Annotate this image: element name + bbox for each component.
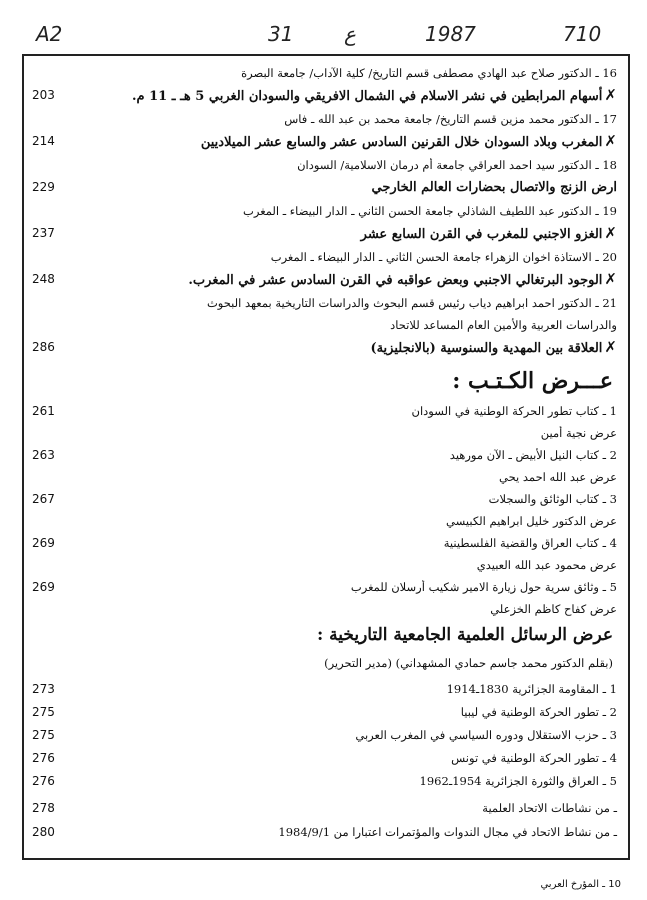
toc-page-number: 275 xyxy=(32,705,55,719)
toc-row xyxy=(28,678,623,700)
toc-row xyxy=(28,246,623,268)
handwritten-note-letter: ع xyxy=(344,22,356,46)
check-mark-icon: ✗ xyxy=(604,86,617,104)
toc-entry-text: 2 ـ كتاب النيل الأبيض ـ الآن مورهيد xyxy=(449,448,617,462)
toc-entry-text: 17 ـ الدكتور محمد مزين قسم التاريخ/ جامعة محمد بن عبد الله ـ فاس xyxy=(284,112,617,126)
toc-page-number: 286 xyxy=(32,340,55,354)
handwritten-note-year: 1987 xyxy=(425,22,476,46)
toc-page-number: 280 xyxy=(32,825,55,839)
check-mark-icon: ✗ xyxy=(604,338,617,356)
theses-section-subtitle: (بقلم الدكتور محمد جاسم حمادي المشهداني) (مدير التحرير) xyxy=(324,656,613,670)
toc-entry-text: عرض نجية أمين xyxy=(540,426,617,440)
theses-section-title: عرض الرسائل العلمية الجامعية التاريخية : xyxy=(316,625,613,645)
toc-row xyxy=(28,770,623,792)
toc-page-number: 276 xyxy=(32,774,55,788)
toc-page-number: 273 xyxy=(32,682,55,696)
toc-entry-text: 1 ـ المقاومة الجزائرية 1830ـ1914 xyxy=(446,682,617,696)
toc-entry-text: ـ من نشاط الاتحاد في مجال الندوات والمؤتمرات اعتبارا من 1984/9/1 xyxy=(278,825,617,839)
toc-row xyxy=(28,200,623,222)
toc-entry-text: عرض الدكتور خليل ابراهيم الكبيسي xyxy=(446,514,617,528)
toc-row xyxy=(28,510,623,532)
toc-entry-text: ✗الغزو الاجنبي للمغرب في القرن السابع عشر xyxy=(360,224,617,242)
page-footer: 10 ـ المؤرخ العربي xyxy=(540,879,621,890)
check-mark-icon: ✗ xyxy=(604,270,617,288)
toc-row xyxy=(28,268,623,290)
toc-page-number: 276 xyxy=(32,751,55,765)
handwritten-note-a2: A2 xyxy=(36,22,63,46)
toc-entry-text: ارض الزنج والاتصال بحضارات العالم الخارجي xyxy=(371,179,617,195)
toc-row xyxy=(28,747,623,769)
toc-row xyxy=(28,488,623,510)
toc-row xyxy=(28,84,623,106)
toc-row xyxy=(28,400,623,422)
toc-row xyxy=(28,154,623,176)
toc-entry-text: 20 ـ الاستاذة اخوان الزهراء جامعة الحسن الثاني ـ الدار البيضاء ـ المغرب xyxy=(270,250,617,264)
toc-entry-text: 18 ـ الدكتور سيد احمد العراقي جامعة أم درمان الاسلامية/ السودان xyxy=(297,158,617,172)
toc-row xyxy=(28,701,623,723)
toc-entry-text: ✗العلاقة بين المهدية والسنوسية (بالانجليزية) xyxy=(370,338,617,356)
books-section-title: عـــرض الكـتـب : xyxy=(452,368,613,394)
toc-entry-text: 1 ـ كتاب تطور الحركة الوطنية في السودان xyxy=(411,404,617,418)
toc-row xyxy=(28,724,623,746)
toc-entry-text: 3 ـ حزب الاستقلال ودوره السياسي في المغرب العربي xyxy=(355,728,617,742)
check-mark-icon: ✗ xyxy=(604,132,617,150)
toc-entry-text: 5 ـ وثائق سرية حول زيارة الامير شكيب أرسلان للمغرب xyxy=(350,580,617,594)
toc-entry-text: ✗الوجود البرتغالي الاجنبي وبعض عواقبه في القرن السادس عشر في المغرب. xyxy=(188,270,617,288)
toc-row xyxy=(28,797,623,819)
toc-page-number: 203 xyxy=(32,88,55,102)
toc-row xyxy=(28,554,623,576)
handwritten-note-code: 710 xyxy=(563,22,602,46)
toc-entry-text: 16 ـ الدكتور صلاح عبد الهادي مصطفى قسم التاريخ/ كلية الآداب/ جامعة البصرة xyxy=(241,66,617,80)
toc-page-number: 214 xyxy=(32,134,55,148)
toc-row xyxy=(28,422,623,444)
toc-row xyxy=(28,444,623,466)
toc-page-number: 275 xyxy=(32,728,55,742)
toc-page-number: 261 xyxy=(32,404,55,418)
toc-entry-text: عرض عبد الله احمد يحي xyxy=(499,470,617,484)
toc-entry-text: 19 ـ الدكتور عبد اللطيف الشاذلي جامعة الحسن الثاني ـ الدار البيضاء ـ المغرب xyxy=(243,204,617,218)
toc-entry-text: ✗أسهام المرابطين في نشر الاسلام في الشمال الافريقي والسودان الغربي 5 هـ ـ 11 م. xyxy=(132,86,617,104)
toc-row xyxy=(28,336,623,358)
toc-page-number: 269 xyxy=(32,536,55,550)
toc-entry-text: ✗المغرب وبلاد السودان خلال القرنين السادس عشر والسابع عشر الميلاديين xyxy=(200,132,617,150)
toc-page-number: 237 xyxy=(32,226,55,240)
toc-row xyxy=(28,108,623,130)
toc-entry-text: 2 ـ تطور الحركة الوطنية في ليبيا xyxy=(460,705,617,719)
toc-row xyxy=(28,821,623,843)
toc-row xyxy=(28,292,623,314)
handwritten-note-volume: 31 xyxy=(268,22,294,46)
toc-row xyxy=(28,314,623,336)
toc-page-number: 248 xyxy=(32,272,55,286)
toc-entry-text: ـ من نشاطات الاتحاد العلمية xyxy=(482,801,617,815)
toc-page-number: 229 xyxy=(32,180,55,194)
toc-row xyxy=(28,222,623,244)
toc-entry-text: 5 ـ العراق والثورة الجزائرية 1954ـ1962 xyxy=(419,774,617,788)
toc-entry-text: 3 ـ كتاب الوثائق والسجلات xyxy=(488,492,617,506)
toc-row xyxy=(28,598,623,620)
toc-entry-text: عرض كفاح كاظم الخزعلي xyxy=(490,602,617,616)
check-mark-icon: ✗ xyxy=(604,224,617,242)
toc-row xyxy=(28,576,623,598)
toc-row xyxy=(28,176,623,198)
toc-entry-text: عرض محمود عبد الله العبيدي xyxy=(476,558,617,572)
toc-page-number: 263 xyxy=(32,448,55,462)
toc-page-number: 269 xyxy=(32,580,55,594)
toc-row xyxy=(28,130,623,152)
toc-entry-text: 4 ـ تطور الحركة الوطنية في تونس xyxy=(451,751,617,765)
toc-row xyxy=(28,466,623,488)
toc-entry-text: 4 ـ كتاب العراق والقضية الفلسطينية xyxy=(443,536,617,550)
toc-page-number: 267 xyxy=(32,492,55,506)
toc-entry-text: 21 ـ الدكتور احمد ابراهيم دياب رئيس قسم البحوث والدراسات التاريخية بمعهد البحوث xyxy=(206,296,617,310)
toc-entry-text: والدراسات العربية والأمين العام المساعد للاتحاد xyxy=(390,318,617,332)
toc-row xyxy=(28,532,623,554)
toc-page-number: 278 xyxy=(32,801,55,815)
toc-row xyxy=(28,62,623,84)
